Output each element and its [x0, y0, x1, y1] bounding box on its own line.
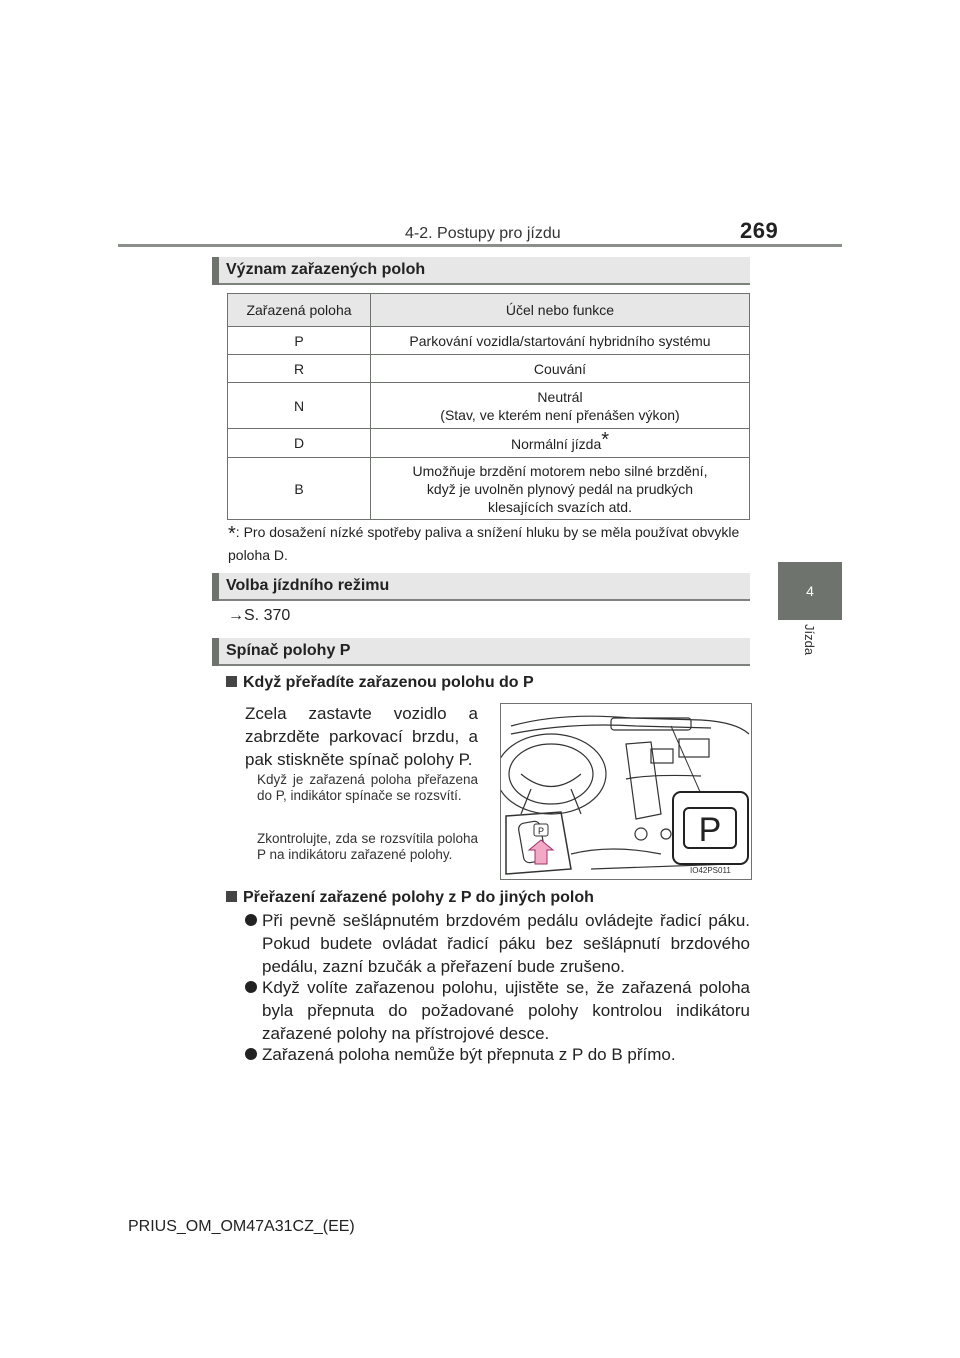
table-row	[228, 355, 750, 383]
bullet-text: Zařazená poloha nemůže být přepnuta z P do B přímo.	[262, 1045, 676, 1064]
section-title: Význam zařazených poloh	[226, 261, 426, 278]
table-cell-function	[371, 458, 750, 520]
document-code-footer: PRIUS_OM_OM47A31CZ_(EE)	[128, 1218, 355, 1235]
square-bullet-icon	[226, 891, 237, 902]
section-header-meaning	[212, 257, 750, 285]
page-number: 269	[740, 218, 779, 243]
bullet-item	[245, 909, 750, 978]
table-cell-line: (Stav, ve kterém není přenášen výkon)	[440, 406, 680, 423]
chapter-tab: 4	[778, 562, 842, 620]
chapter-label-text: Jízda	[802, 624, 817, 656]
subheading-text: Když přeřadíte zařazenou polohu do P	[243, 674, 534, 691]
info-note: Když je zařazená poloha přeřazena do P, indikátor spínače se rozsvítí.	[257, 772, 478, 803]
subheading-shift-to-p	[226, 674, 534, 692]
illustration-code: IO42PS011	[690, 866, 731, 875]
subheading-text: Přeřazení zařazené polohy z P do jiných poloh	[243, 889, 594, 906]
table-cell-position: R	[228, 355, 371, 383]
instruction-paragraph: Zcela zastavte vozidlo a zabrzděte parkovací brzdu, a pak stiskněte spínač polohy P.	[245, 704, 478, 769]
bullet-item	[245, 1043, 750, 1066]
section-header-p-switch	[212, 638, 750, 666]
table-cell-position: P	[228, 327, 371, 355]
table-cell-line: klesajících svazích atd.	[488, 498, 632, 515]
chapter-label	[795, 622, 825, 692]
table-row	[228, 383, 750, 429]
section-bar	[212, 573, 219, 601]
table-header-position: Zařazená poloha	[228, 294, 371, 327]
subheading-shift-from-p	[226, 889, 594, 907]
callout-letter: P	[698, 811, 722, 849]
table-cell-function: Couvání	[371, 355, 750, 383]
table-cell-function: Parkování vozidla/startování hybridního systému	[371, 327, 750, 355]
info-note: Zkontrolujte, zda se rozsvítila poloha P na indikátoru zařazené polohy.	[257, 831, 478, 862]
table-cell-text: Normální jízda	[510, 435, 602, 452]
asterisk-marker: *	[601, 428, 610, 451]
section-bar	[212, 257, 219, 285]
table-cell-position: B	[228, 458, 371, 520]
table-row	[228, 458, 750, 520]
footnote-text: : Pro dosažení nízké spotřeby paliva a snížení hluku by se měla používat obvykle poloha D.	[228, 524, 740, 563]
bullet-dot-icon	[245, 914, 257, 926]
bullet-item	[245, 976, 750, 1045]
table-header-function: Účel nebo funkce	[371, 294, 750, 327]
button-letter: P	[537, 826, 545, 836]
table-row	[228, 327, 750, 355]
bullet-text: Když volíte zařazenou polohu, ujistěte se, že zařazená poloha byla přepnuta do požadované polohy kontrolou indikátoru zařazené polohy na přístrojové desce.	[262, 978, 750, 1043]
dashboard-illustration	[500, 703, 752, 880]
square-bullet-icon	[226, 676, 237, 687]
section-title: Spínač polohy P	[226, 642, 351, 659]
page-reference-link[interactable]: →S. 370	[228, 607, 291, 624]
table-cell-position: D	[228, 429, 371, 458]
gear-position-table	[227, 293, 750, 520]
header-rule	[118, 244, 842, 247]
table-cell-line: Umožňuje brzdění motorem nebo silné brzdění,	[412, 462, 708, 479]
footnote	[228, 522, 748, 566]
table-cell-function	[371, 429, 750, 458]
table-cell-line: Neutrál	[537, 388, 583, 405]
bullet-dot-icon	[245, 981, 257, 993]
bullet-dot-icon	[245, 1048, 257, 1060]
section-title: Volba jízdního režimu	[226, 577, 390, 594]
bullet-text: Při pevně sešlápnutém brzdovém pedálu ovládejte řadicí páku. Pokud budete ovládat řadicí páku bez sešlápnutí brzdového pedálu, zazní bzučák a přeřazení bude zrušeno.	[262, 911, 750, 976]
running-header-section: 4-2. Postupy pro jízdu	[405, 225, 561, 242]
table-header-row	[228, 294, 750, 327]
table-cell-function	[371, 383, 750, 429]
footnote-marker: *	[228, 523, 236, 545]
section-header-drive-mode	[212, 573, 750, 601]
table-cell-line: když je uvolněn plynový pedál na prudkých	[426, 480, 694, 497]
section-bar	[212, 638, 219, 666]
table-row	[228, 429, 750, 458]
table-cell-position: N	[228, 383, 371, 429]
dashboard-drawing	[501, 704, 751, 879]
